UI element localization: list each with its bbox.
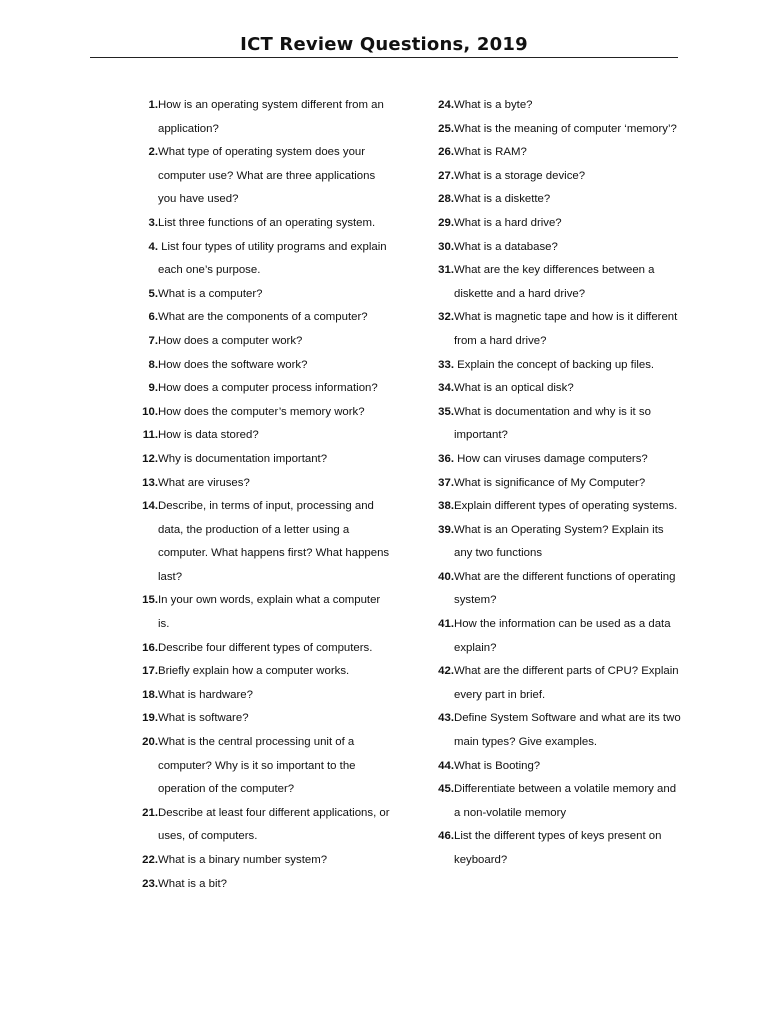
question-text: What is a database? xyxy=(454,240,558,253)
question-number: 16. xyxy=(142,641,158,654)
question-number: 35. xyxy=(438,405,454,418)
question-number: 15. xyxy=(142,594,158,607)
question-item xyxy=(426,236,681,260)
question-item xyxy=(426,566,681,613)
question-item xyxy=(130,354,390,378)
question-number: 41. xyxy=(438,618,454,631)
question-number: 30. xyxy=(438,240,454,253)
question-number: 21. xyxy=(142,806,158,819)
question-item xyxy=(426,472,681,496)
question-number: 19. xyxy=(142,712,158,725)
question-item xyxy=(426,825,681,872)
question-number: 29. xyxy=(438,216,454,229)
question-item xyxy=(426,519,681,566)
question-item xyxy=(130,94,390,141)
question-text: What is a hard drive? xyxy=(454,216,562,229)
question-item xyxy=(426,354,681,378)
question-text: Explain different types of operating systems. xyxy=(454,500,678,513)
question-text: What is an Operating System? Explain its any two functions xyxy=(454,523,667,560)
question-text: Briefly explain how a computer works. xyxy=(158,665,350,678)
question-text: How does a computer work? xyxy=(158,334,303,347)
question-item xyxy=(426,377,681,401)
question-number: 38. xyxy=(438,500,454,513)
question-number: 22. xyxy=(142,854,158,866)
question-item xyxy=(130,448,390,472)
question-text: What is the central processing unit of a computer? Why is it so important to the operation of the computer? xyxy=(158,736,359,796)
question-number: 45. xyxy=(438,783,454,796)
question-item xyxy=(426,707,684,754)
question-text: What is a storage device? xyxy=(454,169,586,182)
question-text: What type of operating system does your computer use? What are three applications you have used? xyxy=(158,146,379,206)
question-number: 9. xyxy=(148,382,158,395)
question-text: What is the meaning of computer ‘memory’? xyxy=(454,122,677,135)
question-number: 14. xyxy=(142,500,158,513)
question-text: Explain the concept of backing up files. xyxy=(454,358,655,371)
question-number: 5. xyxy=(148,287,158,300)
question-item xyxy=(426,495,681,519)
question-number: 3. xyxy=(148,216,158,229)
question-text: How does the computer’s memory work? xyxy=(158,405,365,418)
question-text: How the information can be used as a data explain? xyxy=(454,618,674,654)
question-item xyxy=(130,236,390,283)
question-number: 6. xyxy=(148,311,158,324)
question-number: 26. xyxy=(438,146,454,159)
question-number: 46. xyxy=(438,830,454,843)
question-item xyxy=(130,731,390,802)
question-item xyxy=(130,707,390,731)
question-text: How is data stored? xyxy=(158,429,259,442)
question-number: 25. xyxy=(438,122,454,135)
question-number: 33. xyxy=(438,358,454,371)
question-number: 34. xyxy=(438,382,454,395)
question-number: 1. xyxy=(148,99,158,111)
question-number: 36. xyxy=(438,452,454,465)
question-text: Define System Software and what are its two main types? Give examples. xyxy=(454,712,684,749)
question-item xyxy=(130,306,390,330)
document-title: ICT Review Questions, 2019 xyxy=(240,34,528,55)
question-item xyxy=(130,401,390,425)
question-number: 4. xyxy=(148,240,158,253)
question-number: 37. xyxy=(438,476,454,489)
question-number: 40. xyxy=(438,570,454,583)
question-number: 31. xyxy=(438,264,454,277)
question-item xyxy=(130,377,390,401)
question-text: How does the software work? xyxy=(158,358,308,371)
question-column-right xyxy=(426,94,684,873)
question-item xyxy=(426,118,681,142)
question-item xyxy=(426,94,681,118)
question-text: What are the components of a computer? xyxy=(158,311,368,324)
question-item xyxy=(426,613,681,660)
question-number: 7. xyxy=(148,334,158,347)
question-item xyxy=(426,188,681,212)
question-text: What is a bit? xyxy=(158,877,228,890)
question-text: What is a binary number system? xyxy=(158,854,328,866)
question-text: Describe four different types of computers. xyxy=(158,641,373,654)
question-item xyxy=(130,802,393,849)
question-text: What are the key differences between a diskette and a hard drive? xyxy=(454,264,658,300)
question-text: What is significance of My Computer? xyxy=(454,476,646,489)
question-number: 17. xyxy=(142,665,158,678)
question-text: What are the different functions of operating system? xyxy=(454,570,679,607)
question-text: What is a byte? xyxy=(454,99,533,111)
question-item xyxy=(426,165,681,189)
question-text: Describe at least four different applications, or uses, of computers. xyxy=(158,806,393,843)
question-text: What is an optical disk? xyxy=(454,382,574,395)
question-item xyxy=(130,495,393,589)
question-text: What is a diskette? xyxy=(454,193,551,206)
question-number: 11. xyxy=(142,429,158,442)
question-column-left xyxy=(130,94,393,896)
question-number: 43. xyxy=(438,712,454,725)
question-text: List three functions of an operating system. xyxy=(158,216,376,229)
title-underline xyxy=(90,57,678,58)
question-item xyxy=(426,660,681,707)
question-item xyxy=(130,589,390,636)
question-number: 28. xyxy=(438,193,454,206)
question-item xyxy=(426,259,681,306)
question-text: What is Booting? xyxy=(454,759,541,772)
question-text: In your own words, explain what a computer is. xyxy=(158,594,384,631)
question-number: 24. xyxy=(438,99,454,111)
question-text: What is hardware? xyxy=(158,688,253,701)
question-item xyxy=(426,755,681,779)
question-item xyxy=(130,873,390,897)
question-text: How does a computer process information? xyxy=(158,382,378,395)
question-text: What are the different parts of CPU? Explain every part in brief. xyxy=(454,665,682,701)
question-item xyxy=(426,141,681,165)
question-item xyxy=(130,424,390,448)
question-item xyxy=(426,448,681,472)
question-number: 12. xyxy=(142,452,158,465)
question-text: Why is documentation important? xyxy=(158,452,328,465)
question-item xyxy=(426,778,681,825)
question-item xyxy=(426,212,681,236)
question-item xyxy=(130,849,390,873)
question-text: Differentiate between a volatile memory and a non-volatile memory xyxy=(454,783,680,819)
question-text: How can viruses damage computers? xyxy=(454,452,648,465)
question-number: 2. xyxy=(148,146,158,159)
question-text: List four types of utility programs and explain each one’s purpose. xyxy=(158,240,390,277)
question-item xyxy=(130,283,390,307)
question-text: What is documentation and why is it so important? xyxy=(454,405,655,442)
question-text: What is RAM? xyxy=(454,146,527,159)
question-number: 23. xyxy=(142,877,158,890)
question-text: What are viruses? xyxy=(158,476,250,489)
question-number: 10. xyxy=(142,405,158,418)
question-text: What is magnetic tape and how is it different from a hard drive? xyxy=(454,311,681,347)
question-number: 44. xyxy=(438,759,454,772)
question-item xyxy=(426,401,681,448)
question-text: What is software? xyxy=(158,712,249,725)
question-item xyxy=(130,330,390,354)
question-number: 8. xyxy=(148,358,158,371)
question-item xyxy=(130,141,390,212)
question-item xyxy=(130,660,390,684)
question-number: 18. xyxy=(142,688,158,701)
question-text: What is a computer? xyxy=(158,287,263,300)
question-number: 13. xyxy=(142,476,158,489)
question-number: 27. xyxy=(438,169,454,182)
question-text: How is an operating system different from an application? xyxy=(158,99,387,135)
question-text: List the different types of keys present on keyboard? xyxy=(454,830,665,866)
question-item xyxy=(130,637,390,661)
question-text: Describe, in terms of input, processing and data, the production of a letter using a computer. What happens first? What happens last? xyxy=(158,500,393,583)
question-item xyxy=(426,306,681,353)
question-number: 42. xyxy=(438,665,454,678)
question-number: 39. xyxy=(438,523,454,536)
question-item xyxy=(130,472,390,496)
question-item xyxy=(130,684,390,708)
question-item xyxy=(130,212,390,236)
question-number: 32. xyxy=(438,311,454,324)
question-number: 20. xyxy=(142,736,158,749)
